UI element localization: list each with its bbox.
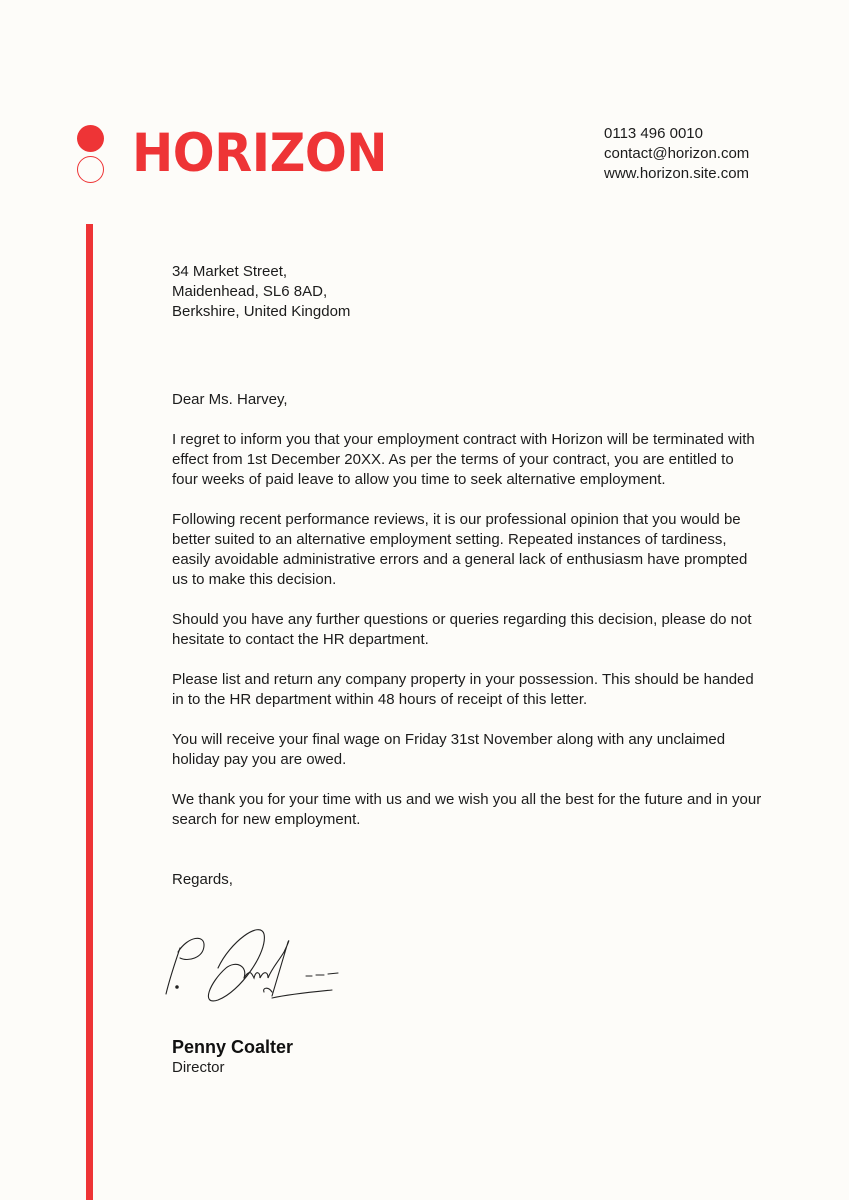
paragraph-text: Please list and return any company property in your possession. This should be handed in to the HR department within 48 hours of receipt of this letter.: [172, 671, 754, 708]
logo-icon: [77, 125, 105, 185]
paragraph: [172, 430, 762, 490]
paragraph-text: Should you have any further questions or queries regarding this decision, please do not hesitate to contact the HR department.: [172, 611, 752, 648]
accent-side-bar: [86, 224, 93, 1200]
paragraph: [172, 730, 762, 770]
paragraph: [172, 610, 762, 650]
contact-email: contact@horizon.com: [604, 145, 750, 162]
paragraph: [172, 790, 762, 830]
paragraph: [172, 670, 762, 710]
recipient-address: [172, 262, 762, 322]
contact-phone: 0113 496 0010: [604, 125, 703, 142]
logo-dot-outline: [77, 156, 104, 183]
paragraph: [172, 510, 762, 590]
address-line: 34 Market Street,: [172, 263, 288, 280]
contact-block: [604, 124, 749, 184]
logo-dot-filled: [77, 125, 104, 152]
letter-body: [172, 262, 762, 890]
paragraph-text: Following recent performance reviews, it is our professional opinion that you would be better suited to an alternative employment setting. Repeated instances of tardiness, easily avoidable administrative errors and a general lack of enthusiasm have prompted us to make this decision.: [172, 511, 748, 588]
signer-title: Director: [172, 1059, 225, 1076]
paragraph-text: We thank you for your time with us and we wish you all the best for the future and in your search for new employment.: [172, 791, 762, 828]
paragraph-text: I regret to inform you that your employment contract with Horizon will be terminated with effect from 1st December 20XX. As per the terms of your contract, you are entitled to four weeks of paid leave to allow you time to seek alternative employment.: [172, 431, 755, 488]
salutation: Dear Ms. Harvey,: [172, 391, 288, 408]
address-line: Berkshire, United Kingdom: [172, 303, 351, 320]
address-line: Maidenhead, SL6 8AD,: [172, 283, 328, 300]
signer-name: Penny Coalter: [172, 1037, 294, 1057]
paragraph-text: You will receive your final wage on Friday 31st November along with any unclaimed holiday pay you are owed.: [172, 731, 726, 768]
closing: Regards,: [172, 871, 233, 888]
contact-website: www.horizon.site.com: [604, 165, 750, 182]
handwritten-signature: [160, 922, 350, 1012]
brand-name: HORIZON: [132, 123, 388, 184]
